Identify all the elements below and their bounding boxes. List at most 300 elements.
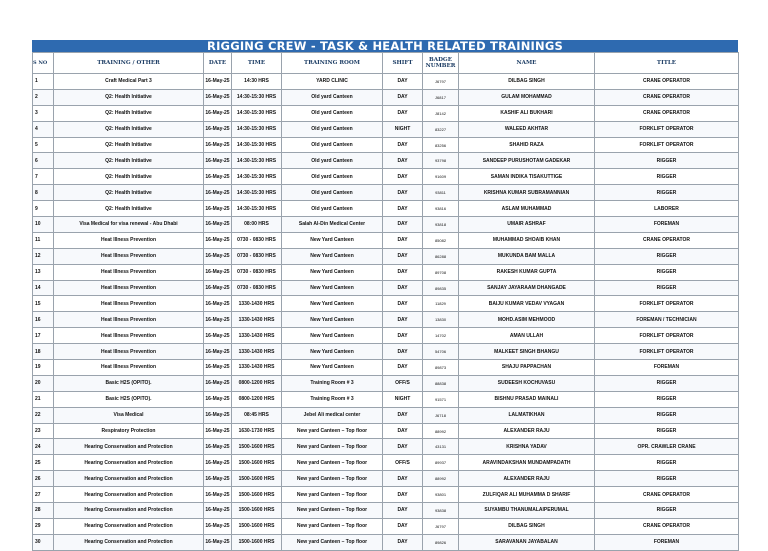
row-time: 08:00 HRS [232,217,282,233]
row-sno: 6 [33,153,54,169]
row-shift: DAY [383,105,423,121]
table-row [33,312,739,328]
row-badge: 91571 [423,391,459,407]
row-date: 16-May-25 [204,518,232,534]
row-name: SANJAY JAYARAAM DHANGADE [459,280,595,296]
row-name: ZULFIQAR ALI MUHAMMA D SHARIF [459,487,595,503]
row-name: KASHIF ALI BUKHARI [459,105,595,121]
table-row [33,407,739,423]
row-date: 16-May-25 [204,328,232,344]
row-badge: 54706 [423,344,459,360]
row-shift: DAY [383,185,423,201]
table-row [33,137,739,153]
table-row [33,217,739,233]
row-room: Old yard Canteen [282,169,383,185]
row-shift: DAY [383,153,423,169]
row-time: 1500-1600 HRS [232,439,282,455]
row-time: 1500-1600 HRS [232,503,282,519]
row-room: Old yard Canteen [282,153,383,169]
row-training: Q2: Health Initiative [54,121,204,137]
row-badge: 89873 [423,360,459,376]
row-date: 16-May-25 [204,423,232,439]
table-row [33,105,739,121]
row-room: New Yard Canteen [282,312,383,328]
row-badge: J6797 [423,74,459,90]
training-sheet [32,40,738,551]
row-badge: 13830 [423,312,459,328]
row-training: Heat Illness Prevention [54,296,204,312]
row-training: Craft Medical Part 3 [54,74,204,90]
row-time: 1630-1730 HRS [232,423,282,439]
table-row [33,264,739,280]
row-badge: J6718 [423,407,459,423]
row-title: OPR. CRAWLER CRANE [595,439,739,455]
row-room: New Yard Canteen [282,360,383,376]
table-row [33,248,739,264]
row-shift: DAY [383,264,423,280]
table-row [33,74,739,90]
row-badge: 43131 [423,439,459,455]
row-date: 16-May-25 [204,89,232,105]
row-training: Q2: Health Initiative [54,89,204,105]
table-row [33,455,739,471]
row-badge: 89826 [423,534,459,550]
row-training: Visa Medical for visa renewal - Abu Dhabi [54,217,204,233]
row-time: 1500-1600 HRS [232,534,282,550]
row-title: LABORER [595,201,739,217]
row-date: 16-May-25 [204,391,232,407]
row-time: 1330-1430 HRS [232,328,282,344]
row-badge: 11829 [423,296,459,312]
row-name: SARAVANAN JAYABALAN [459,534,595,550]
row-name: ASLAM MUHAMMAD [459,201,595,217]
row-time: 1500-1600 HRS [232,487,282,503]
row-training: Heat Illness Prevention [54,232,204,248]
row-time: 0800-1200 HRS [232,375,282,391]
row-sno: 5 [33,137,54,153]
row-time: 14:30-15:30 HRS [232,137,282,153]
row-training: Hearing Conservation and Protection [54,439,204,455]
row-shift: DAY [383,328,423,344]
row-sno: 18 [33,344,54,360]
row-time: 14:30 HRS [232,74,282,90]
row-room: New Yard Canteen [282,328,383,344]
row-time: 0730 - 0830 HRS [232,232,282,248]
row-date: 16-May-25 [204,121,232,137]
row-title: FOREMAN / TECHNICIAN [595,312,739,328]
row-room: Jebel Ali medical center [282,407,383,423]
row-training: Visa Medical [54,407,204,423]
row-shift: NIGHT [383,391,423,407]
row-sno: 1 [33,74,54,90]
row-sno: 16 [33,312,54,328]
row-time: 14:30-15:30 HRS [232,89,282,105]
row-badge: J6817 [423,89,459,105]
row-time: 1500-1600 HRS [232,471,282,487]
row-sno: 9 [33,201,54,217]
document-title: RIGGING CREW - TASK & HEALTH RELATED TRAININGS [32,40,738,52]
row-shift: DAY [383,503,423,519]
row-room: New Yard Canteen [282,296,383,312]
row-sno: 28 [33,503,54,519]
row-room: Old yard Canteen [282,89,383,105]
row-time: 1330-1430 HRS [232,312,282,328]
row-name: ALEXANDER RAJU [459,423,595,439]
row-badge: 93838 [423,503,459,519]
row-shift: DAY [383,487,423,503]
row-time: 14:30-15:30 HRS [232,201,282,217]
row-sno: 26 [33,471,54,487]
row-title: RIGGER [595,391,739,407]
row-date: 16-May-25 [204,280,232,296]
row-training: Basic H2S (OPITO). [54,391,204,407]
row-title: CRANE OPERATOR [595,74,739,90]
row-date: 16-May-25 [204,217,232,233]
row-room: New Yard Canteen [282,344,383,360]
row-room: New yard Canteen – Top floor [282,471,383,487]
row-room: YARD CLINIC [282,74,383,90]
row-badge: 88838 [423,375,459,391]
row-training: Heat Illness Prevention [54,312,204,328]
table-row [33,534,739,550]
table-row [33,153,739,169]
row-shift: DAY [383,471,423,487]
row-time: 1330-1430 HRS [232,344,282,360]
row-sno: 17 [33,328,54,344]
row-sno: 24 [33,439,54,455]
row-badge: 86288 [423,248,459,264]
row-title: CRANE OPERATOR [595,487,739,503]
row-sno: 29 [33,518,54,534]
table-row [33,185,739,201]
row-room: Old yard Canteen [282,201,383,217]
row-name: SAMAN INDIKA TISAKUTTIGE [459,169,595,185]
row-room: Salah Al-Din Medical Center [282,217,383,233]
row-sno: 27 [33,487,54,503]
row-time: 14:30-15:30 HRS [232,105,282,121]
row-title: RIGGER [595,280,739,296]
row-name: BISHNU PRASAD MAINALI [459,391,595,407]
table-row [33,232,739,248]
row-title: RIGGER [595,471,739,487]
row-title: RIGGER [595,423,739,439]
row-badge: 83256 [423,137,459,153]
row-badge: 93811 [423,185,459,201]
row-sno: 15 [33,296,54,312]
table-row [33,360,739,376]
col-header-title: TITLE [595,53,739,74]
row-title: RIGGER [595,375,739,391]
row-shift: DAY [383,423,423,439]
row-badge: 89708 [423,264,459,280]
row-title: FOREMAN [595,217,739,233]
row-shift: DAY [383,360,423,376]
row-sno: 12 [33,248,54,264]
row-title: FORKLIFT OPERATOR [595,137,739,153]
row-date: 16-May-25 [204,487,232,503]
table-row [33,391,739,407]
row-shift: DAY [383,344,423,360]
row-shift: DAY [383,296,423,312]
row-name: SHAHID RAZA [459,137,595,153]
row-title: RIGGER [595,407,739,423]
row-date: 16-May-25 [204,503,232,519]
row-shift: OFF/S [383,375,423,391]
row-training: Q2: Health Initiative [54,201,204,217]
row-shift: DAY [383,439,423,455]
header-row [33,53,739,74]
row-date: 16-May-25 [204,248,232,264]
row-date: 16-May-25 [204,375,232,391]
row-date: 16-May-25 [204,201,232,217]
row-shift: DAY [383,74,423,90]
row-name: UMAIR ASHRAF [459,217,595,233]
row-training: Heat Illness Prevention [54,360,204,376]
row-training: Q2: Health Initiative [54,169,204,185]
row-time: 1330-1430 HRS [232,360,282,376]
row-name: SUYAMBU THANUMALAIPERUMAL [459,503,595,519]
col-header-name: NAME [459,53,595,74]
training-table [32,52,739,551]
row-name: ARAVINDAKSHAN MUNDAMPADATH [459,455,595,471]
row-sno: 4 [33,121,54,137]
row-time: 14:30-15:30 HRS [232,153,282,169]
row-time: 14:30-15:30 HRS [232,185,282,201]
table-row [33,439,739,455]
col-header-room: TRAINING ROOM [282,53,383,74]
row-training: Hearing Conservation and Protection [54,471,204,487]
row-time: 08:45 HRS [232,407,282,423]
row-sno: 7 [33,169,54,185]
row-room: New yard Canteen – Top floor [282,534,383,550]
row-training: Basic H2S (OPITO). [54,375,204,391]
row-training: Q2: Health Initiative [54,105,204,121]
table-row [33,89,739,105]
row-title: FOREMAN [595,360,739,376]
row-date: 16-May-25 [204,153,232,169]
row-shift: DAY [383,312,423,328]
row-date: 16-May-25 [204,296,232,312]
row-name: WALEED AKHTAR [459,121,595,137]
row-name: SANDEEP PURUSHOTAM GADEKAR [459,153,595,169]
row-title: CRANE OPERATOR [595,232,739,248]
row-name: BAIJU KUMAR VEDAV VYAGAN [459,296,595,312]
row-title: RIGGER [595,248,739,264]
row-badge: 93801 [423,487,459,503]
row-date: 16-May-25 [204,360,232,376]
row-room: Old yard Canteen [282,105,383,121]
row-training: Q2: Health Initiative [54,153,204,169]
row-name: DILBAG SINGH [459,74,595,90]
row-title: FORKLIFT OPERATOR [595,328,739,344]
row-name: KRISHNA KUMAR SUBRAMANNIAN [459,185,595,201]
row-badge: 88992 [423,471,459,487]
row-room: Old yard Canteen [282,137,383,153]
row-date: 16-May-25 [204,344,232,360]
row-title: RIGGER [595,264,739,280]
row-room: New yard Canteen – Top floor [282,518,383,534]
row-room: New Yard Canteen [282,264,383,280]
row-date: 16-May-25 [204,407,232,423]
row-title: FORKLIFT OPERATOR [595,296,739,312]
row-title: FORKLIFT OPERATOR [595,344,739,360]
row-training: Heat Illness Prevention [54,248,204,264]
row-room: New yard Canteen – Top floor [282,503,383,519]
row-sno: 19 [33,360,54,376]
row-badge: 83227 [423,121,459,137]
table-row [33,328,739,344]
row-badge: J8142 [423,105,459,121]
row-training: Respiratory Protection [54,423,204,439]
row-shift: DAY [383,407,423,423]
row-training: Heat Illness Prevention [54,344,204,360]
row-title: CRANE OPERATOR [595,518,739,534]
row-name: MOHD.ASIM MEHMOOD [459,312,595,328]
row-title: FOREMAN [595,534,739,550]
table-row [33,423,739,439]
row-room: New Yard Canteen [282,232,383,248]
row-name: MUKUNDA BAM MALLA [459,248,595,264]
row-badge: 14702 [423,328,459,344]
row-time: 0800-1200 HRS [232,391,282,407]
row-sno: 3 [33,105,54,121]
row-date: 16-May-25 [204,185,232,201]
row-shift: DAY [383,89,423,105]
row-date: 16-May-25 [204,439,232,455]
row-name: DILBAG SINGH [459,518,595,534]
row-badge: 89937 [423,455,459,471]
row-shift: DAY [383,217,423,233]
row-name: KRISHNA YADAV [459,439,595,455]
row-date: 16-May-25 [204,471,232,487]
row-title: RIGGER [595,455,739,471]
row-sno: 20 [33,375,54,391]
row-date: 16-May-25 [204,169,232,185]
row-sno: 8 [33,185,54,201]
table-row [33,201,739,217]
row-training: Heat Illness Prevention [54,328,204,344]
row-training: Hearing Conservation and Protection [54,455,204,471]
row-name: SHAJU PAPPACHAN [459,360,595,376]
table-row [33,503,739,519]
row-room: Old yard Canteen [282,121,383,137]
row-name: SUDEESH KOCHUVASU [459,375,595,391]
row-room: New Yard Canteen [282,248,383,264]
row-sno: 25 [33,455,54,471]
row-training: Hearing Conservation and Protection [54,503,204,519]
row-room: New yard Canteen – Top floor [282,455,383,471]
row-badge: J6797 [423,518,459,534]
row-room: Training Room # 3 [282,375,383,391]
row-shift: DAY [383,232,423,248]
row-training: Q2: Health Initiative [54,137,204,153]
table-row [33,280,739,296]
row-date: 16-May-25 [204,534,232,550]
row-time: 14:30-15:30 HRS [232,169,282,185]
row-date: 16-May-25 [204,232,232,248]
col-header-badge: BADGE NUMBER [423,53,459,74]
row-name: MALKEET SINGH BHANGU [459,344,595,360]
table-row [33,344,739,360]
row-date: 16-May-25 [204,137,232,153]
row-shift: NIGHT [383,121,423,137]
row-badge: 85082 [423,232,459,248]
col-header-shift: SHIFT [383,53,423,74]
row-title: RIGGER [595,503,739,519]
row-training: Heat Illness Prevention [54,280,204,296]
row-badge: 88992 [423,423,459,439]
row-name: AMAN ULLAH [459,328,595,344]
row-room: Training Room # 3 [282,391,383,407]
row-badge: 91609 [423,169,459,185]
row-title: RIGGER [595,185,739,201]
row-room: New yard Canteen – Top floor [282,487,383,503]
row-date: 16-May-25 [204,105,232,121]
row-time: 1500-1600 HRS [232,518,282,534]
row-date: 16-May-25 [204,312,232,328]
row-shift: DAY [383,169,423,185]
row-room: New yard Canteen – Top floor [282,439,383,455]
row-time: 0730 - 0830 HRS [232,264,282,280]
col-header-date: DATE [204,53,232,74]
row-shift: DAY [383,248,423,264]
row-sno: 11 [33,232,54,248]
row-date: 16-May-25 [204,455,232,471]
row-shift: DAY [383,137,423,153]
row-training: Hearing Conservation and Protection [54,487,204,503]
row-training: Hearing Conservation and Protection [54,534,204,550]
row-sno: 21 [33,391,54,407]
row-badge: 93818 [423,217,459,233]
row-badge: 89835 [423,280,459,296]
row-time: 1330-1430 HRS [232,296,282,312]
row-shift: DAY [383,201,423,217]
row-sno: 13 [33,264,54,280]
row-room: New yard Canteen – Top floor [282,423,383,439]
row-sno: 30 [33,534,54,550]
row-time: 0730 - 0830 HRS [232,248,282,264]
row-title: CRANE OPERATOR [595,89,739,105]
row-sno: 10 [33,217,54,233]
row-name: GULAM MOHAMMAD [459,89,595,105]
row-training: Hearing Conservation and Protection [54,518,204,534]
row-name: MUHAMMAD SHOAIB KHAN [459,232,595,248]
row-training: Heat Illness Prevention [54,264,204,280]
row-title: FORKLIFT OPERATOR [595,121,739,137]
table-row [33,296,739,312]
row-title: RIGGER [595,169,739,185]
row-sno: 14 [33,280,54,296]
row-badge: 93816 [423,201,459,217]
table-row [33,375,739,391]
row-name: ALEXANDER RAJU [459,471,595,487]
row-shift: DAY [383,518,423,534]
row-sno: 22 [33,407,54,423]
row-date: 16-May-25 [204,264,232,280]
row-shift: DAY [383,280,423,296]
row-name: LALMATIKHAN [459,407,595,423]
table-row [33,487,739,503]
row-shift: DAY [383,534,423,550]
row-room: New Yard Canteen [282,280,383,296]
row-time: 0730 - 0830 HRS [232,280,282,296]
row-name: RAKESH KUMAR GUPTA [459,264,595,280]
row-sno: 23 [33,423,54,439]
row-title: RIGGER [595,153,739,169]
row-title: CRANE OPERATOR [595,105,739,121]
table-row [33,518,739,534]
col-header-training: TRAINING / OTHER [54,53,204,74]
